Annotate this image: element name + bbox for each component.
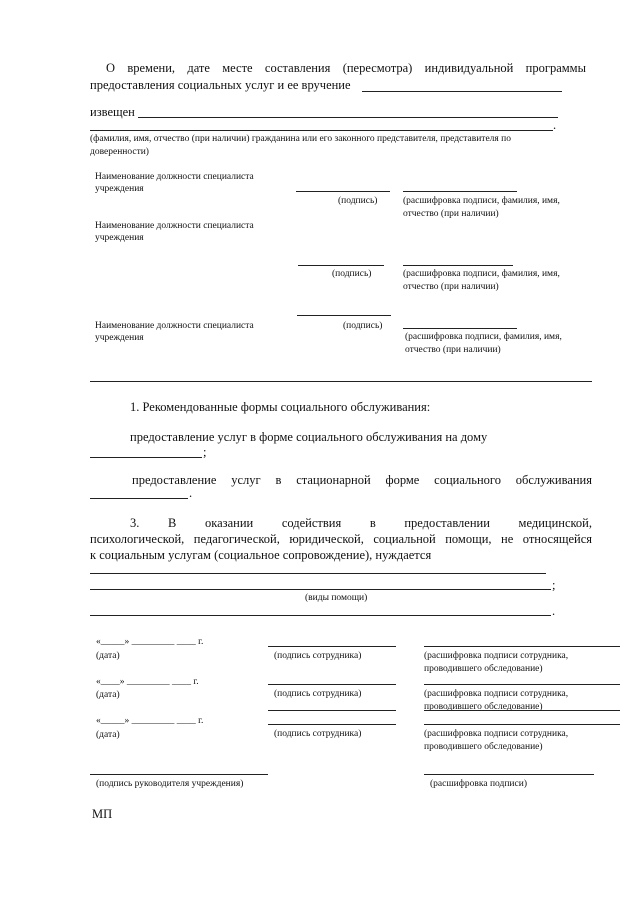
section-divider — [90, 381, 592, 382]
signoff-2-decode-line1: (расшифровка подписи сотрудника, — [424, 689, 569, 699]
section-3-line-3: к социальным услугам (социальное сопровождение), нуждается — [90, 548, 432, 562]
head-signature-label: (подпись руководителя учреждения) — [96, 779, 244, 789]
specialist-2-decode-line1: (расшифровка подписи, фамилия, имя, — [403, 269, 560, 279]
notified-blank-line-2 — [90, 130, 553, 131]
intro-line-2: предоставления социальных услуг и ее вручение — [90, 78, 351, 92]
signoff-2-date-label: (дата) — [96, 690, 120, 700]
signoff-1-date: «_____» _________ ____ г. — [96, 637, 204, 647]
signoff-3-signature-label: (подпись сотрудника) — [274, 729, 362, 739]
signoff-1-decode-line1: (расшифровка подписи сотрудника, — [424, 651, 569, 661]
specialist-3-position: Наименование должности специалиста учреждения — [95, 321, 254, 343]
specialist-3-signature-line — [297, 315, 391, 316]
specialist-3-decode-line1: (расшифровка подписи, фамилия, имя, — [405, 332, 562, 342]
signoff-3-signature-line — [268, 724, 396, 725]
help-semicolon: ; — [552, 578, 556, 592]
signoff-3-date: «_____» _________ ____ г. — [96, 716, 204, 726]
service-inpatient-end: . — [189, 486, 193, 500]
signoff-2-decode-line — [424, 684, 620, 685]
stamp-place: МП — [92, 807, 113, 821]
signoff-2-decode-line2: проводившего обследование) — [424, 702, 543, 712]
help-line-1 — [90, 573, 546, 574]
service-home-text: предоставление услуг в форме социального обслуживания на дому — [130, 430, 488, 444]
specialist-2-signature-label: (подпись) — [332, 269, 372, 279]
specialist-2-signature-line — [298, 265, 384, 266]
signoff-3-decode-line2: проводившего обследование) — [424, 742, 543, 752]
help-line-2 — [90, 589, 551, 590]
service-inpatient-line — [90, 498, 188, 499]
specialist-2-position: Наименование должности специалиста учреждения — [95, 221, 254, 243]
specialist-3-decode-line2: отчество (при наличии) — [405, 345, 501, 355]
help-period: . — [552, 604, 556, 618]
signoff-2-date: «____» _________ ____ г. — [96, 677, 199, 687]
specialist-1-decode-line — [403, 191, 517, 192]
citizen-caption-line-2: доверенности) — [90, 147, 149, 157]
signoff-1-date-label: (дата) — [96, 651, 120, 661]
notified-label: извещен — [90, 105, 135, 119]
notified-blank-line — [138, 117, 558, 118]
help-line-3 — [90, 615, 551, 616]
intro-blank-line — [362, 91, 562, 92]
signoff-2-extra-decode-line — [424, 710, 620, 711]
signoff-2-extra-line — [268, 710, 396, 711]
signoff-1-signature-line — [268, 646, 396, 647]
specialist-2-decode-line — [403, 265, 513, 266]
service-home-end: ; — [203, 445, 207, 459]
specialist-2-decode-line2: отчество (при наличии) — [403, 282, 499, 292]
intro-line-1: О времени, дате месте составления (пересмотра) индивидуальной программы — [106, 61, 586, 75]
help-caption: (виды помощи) — [305, 593, 368, 603]
specialist-1-signature-label: (подпись) — [338, 196, 378, 206]
signoff-1-decode-line2: проводившего обследование) — [424, 664, 543, 674]
specialist-1-position: Наименование должности специалиста учреждения — [95, 172, 254, 194]
signoff-1-signature-label: (подпись сотрудника) — [274, 651, 362, 661]
head-decode-label: (расшифровка подписи) — [430, 779, 527, 789]
signoff-1-decode-line — [424, 646, 620, 647]
signoff-2-signature-label: (подпись сотрудника) — [274, 689, 362, 699]
section-1-heading: 1. Рекомендованные формы социального обслуживания: — [130, 400, 431, 414]
signoff-3-date-label: (дата) — [96, 730, 120, 740]
specialist-3-decode-line — [403, 328, 517, 329]
section-3-line-1: 3. В оказании содействия в предоставлении медицинской, — [130, 516, 592, 530]
service-inpatient-text: предоставление услуг в стационарной форме социального обслуживания — [132, 473, 592, 487]
specialist-1-decode-line2: отчество (при наличии) — [403, 209, 499, 219]
specialist-1-decode-line1: (расшифровка подписи, фамилия, имя, — [403, 196, 560, 206]
head-signature-line — [90, 774, 268, 775]
section-3-line-2: психологической, педагогической, юридической, социальной помощи, не относящейся — [90, 532, 592, 546]
signoff-3-decode-line — [424, 724, 620, 725]
citizen-caption-line-1: (фамилия, имя, отчество (при наличии) гражданина или его законного представителя, представителя по — [90, 134, 511, 144]
head-decode-line — [424, 774, 594, 775]
specialist-3-signature-label: (подпись) — [343, 321, 383, 331]
service-home-line — [90, 457, 202, 458]
signoff-2-signature-line — [268, 684, 396, 685]
specialist-1-signature-line — [296, 191, 390, 192]
signoff-3-decode-line1: (расшифровка подписи сотрудника, — [424, 729, 569, 739]
